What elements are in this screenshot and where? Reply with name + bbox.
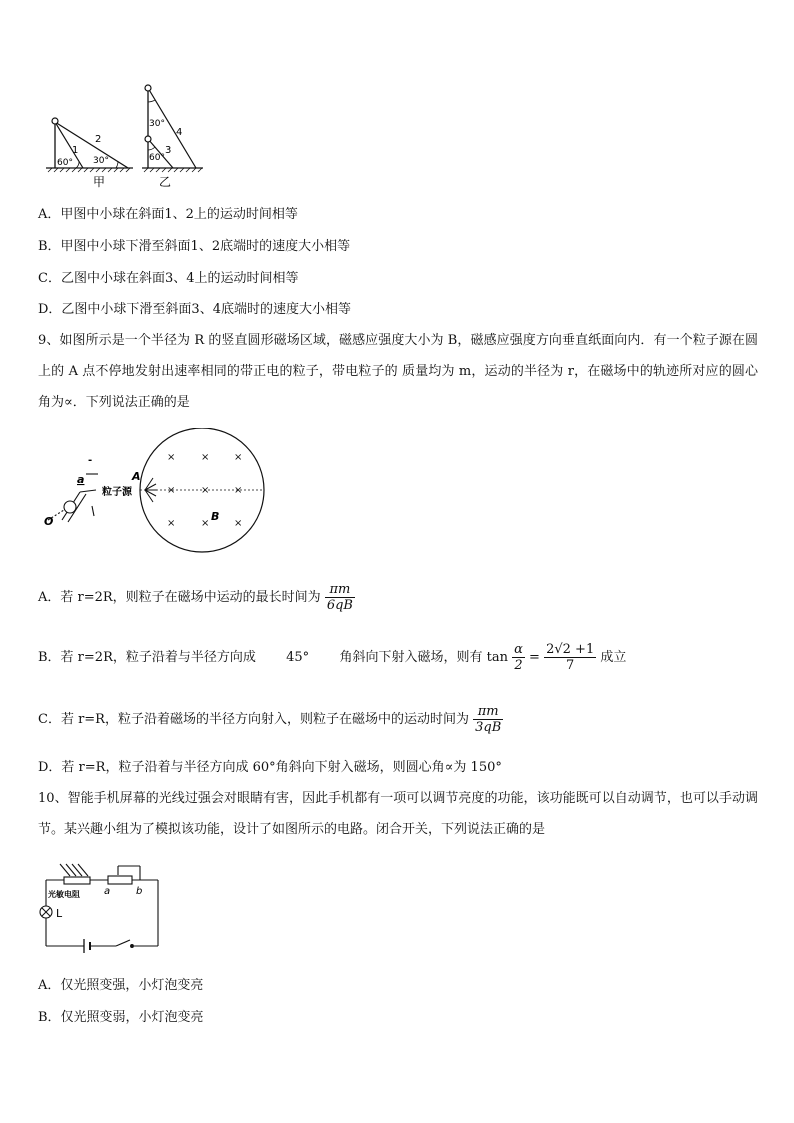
circuit-figure bbox=[36, 860, 166, 958]
particle-source-label: 粒子源 bbox=[102, 487, 132, 498]
angle-30-label: 30° bbox=[93, 156, 109, 166]
q9-option-c bbox=[38, 704, 503, 735]
field-label-b: B bbox=[211, 510, 220, 523]
q9-option-b-angle: 45° bbox=[286, 650, 310, 665]
light-ray bbox=[60, 864, 70, 876]
particle-source-device bbox=[48, 474, 98, 522]
field-cross-mark: × bbox=[234, 485, 243, 496]
point-a-label: A bbox=[132, 470, 141, 483]
field-cross-mark: × bbox=[201, 518, 210, 529]
q10-option-a: A．仅光照变强，小灯泡变亮 bbox=[38, 978, 204, 993]
q9-option-d: D．若 r=R，粒子沿着与半径方向成 60°角斜向下射入磁场，则圆心角∝为 150° bbox=[38, 760, 502, 775]
label-a-small: a bbox=[77, 473, 85, 486]
fraction-numerator: 2√2 +1 bbox=[546, 642, 595, 657]
tan-function: tan bbox=[486, 650, 508, 665]
q10-option-b: B．仅光照变弱，小灯泡变亮 bbox=[38, 1010, 204, 1025]
fraction-denominator: 2 bbox=[514, 658, 523, 673]
light-ray bbox=[72, 864, 82, 876]
light-ray bbox=[78, 864, 88, 876]
fraction-alpha-2 bbox=[512, 642, 525, 673]
angle-60-label-right: 60° bbox=[149, 153, 165, 163]
field-cross-mark: × bbox=[234, 452, 243, 463]
terminal-a-label: a bbox=[104, 886, 111, 897]
field-cross-mark: × bbox=[201, 452, 210, 463]
angle-60-label: 60° bbox=[57, 158, 73, 168]
figure-jia-caption: 甲 bbox=[93, 175, 106, 189]
fraction-denominator: 7 bbox=[566, 658, 575, 673]
field-cross-mark: × bbox=[167, 518, 176, 529]
fraction-denominator: 6qB bbox=[326, 598, 353, 613]
q9-option-b-text: B．若 r=2R，粒子沿着与半径方向成 bbox=[38, 650, 256, 665]
q9-option-b-post: 成立 bbox=[600, 650, 627, 665]
figure-yi bbox=[142, 85, 203, 189]
fraction-denominator: 3qB bbox=[475, 720, 502, 735]
incline-1-label: 1 bbox=[72, 145, 79, 156]
figure-yi-caption: 乙 bbox=[159, 175, 172, 189]
angle-30-label-right: 30° bbox=[149, 119, 165, 129]
q8-option-c: C．乙图中小球在斜面3、4上的运动时间相等 bbox=[38, 271, 299, 286]
field-cross-mark: × bbox=[167, 485, 176, 496]
q8-option-a: A．甲图中小球在斜面1、2上的运动时间相等 bbox=[38, 207, 298, 222]
q9-option-a bbox=[38, 582, 355, 613]
q9-option-b-mid: 角斜向下射入磁场，则有 bbox=[339, 650, 483, 665]
field-cross-mark: × bbox=[201, 485, 210, 496]
minus-sign: - bbox=[88, 455, 93, 466]
q8-option-d: D．乙图中小球下滑至斜面3、4底端时的速度大小相等 bbox=[38, 302, 351, 317]
fraction-root-expression bbox=[544, 642, 596, 673]
emission-arrows bbox=[145, 478, 157, 502]
switch-symbol bbox=[116, 940, 130, 946]
fraction-pi-m-3qb bbox=[473, 704, 503, 735]
fraction-numerator: πm bbox=[325, 582, 355, 598]
light-ray bbox=[66, 864, 76, 876]
equals-sign: = bbox=[529, 650, 540, 665]
terminal-b-label: b bbox=[136, 886, 143, 897]
field-cross-mark: × bbox=[234, 518, 243, 529]
q9-option-a-text: A．若 r=2R，则粒子在磁场中运动的最长时间为 bbox=[38, 590, 321, 605]
q9-stem: 9、如图所示是一个半径为 R 的竖直圆形磁场区域，磁感应强度大小为 B，磁感应强度方向垂直纸面向内．有一个粒子源在圆上的 A 点不停地发射出速率相同的带正电的粒子，带电粒子的 质量均为 m，运动的半径为 r，在磁场中的轨迹所对应的圆心角为∝．下列说法正确的是 bbox=[38, 333, 758, 410]
q9-option-c-text: C．若 r=R，粒子沿着磁场的半径方向射入，则粒子在磁场中的运动时间为 bbox=[38, 712, 469, 727]
incline-2-label: 2 bbox=[95, 134, 102, 145]
lamp-label: L bbox=[56, 907, 63, 920]
q8-option-b: B．甲图中小球下滑至斜面1、2底端时的速度大小相等 bbox=[38, 239, 351, 254]
photoresistor-label: 光敏电阻 bbox=[48, 890, 80, 899]
q9-option-b bbox=[38, 642, 626, 673]
fraction-numerator: α bbox=[514, 642, 523, 657]
incline-4-label: 4 bbox=[176, 127, 183, 138]
photoresistor-symbol bbox=[64, 877, 90, 884]
field-cross-mark: × bbox=[167, 452, 176, 463]
fraction-numerator: πm bbox=[473, 704, 503, 720]
figure-jia bbox=[46, 118, 133, 189]
incline-figure bbox=[38, 82, 218, 190]
incline-3-label: 3 bbox=[165, 145, 172, 156]
magnetic-field-figure bbox=[40, 428, 280, 560]
label-o: O bbox=[44, 515, 54, 528]
rheostat-symbol bbox=[108, 876, 132, 884]
q10-stem: 10、智能手机屏幕的光线过强会对眼睛有害，因此手机都有一项可以调节亮度的功能，该功能既可以自动调节，也可以手动调节。某兴趣小组为了模拟该功能，设计了如图所示的电路。闭合开关，下列说法正确的是 bbox=[38, 791, 758, 837]
fraction-pi-m-6qb bbox=[325, 582, 355, 613]
